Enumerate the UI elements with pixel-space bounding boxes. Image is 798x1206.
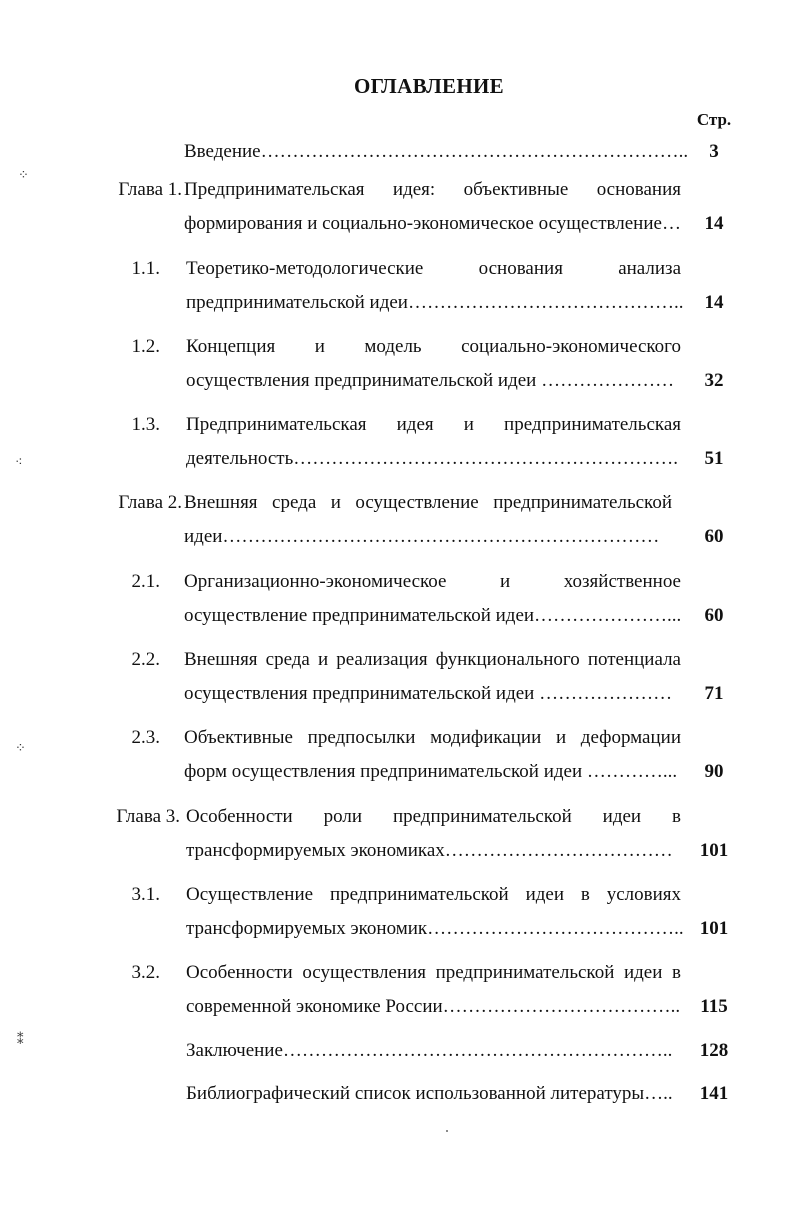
- toc-entry-title-line: идеи……………………………………………………………: [184, 526, 660, 547]
- toc-entry-page: 14: [704, 213, 724, 234]
- toc-entry-title-line: Осуществление предпринимательской идеи в условиях: [186, 884, 681, 905]
- toc-entry-title-line: Концепция и модель социально-экономического: [186, 336, 681, 357]
- toc-entry-title-line: предпринимательской идеи……………………………………..: [186, 292, 684, 313]
- toc-entry-title-line: Предпринимательская идея и предпринимательская: [186, 414, 681, 435]
- toc-entry-title-line: деятельность…………………………………………………….: [186, 448, 679, 469]
- toc-entry-title-line: Особенности осуществления предпринимательской идеи в: [186, 962, 681, 983]
- toc-entry-label: 1.3.: [131, 414, 160, 435]
- toc-entry-page: 51: [704, 448, 724, 469]
- toc-entry-page: 14: [704, 292, 724, 313]
- toc-entry-page: 60: [704, 526, 724, 547]
- toc-entry-page: 3: [709, 141, 719, 162]
- toc-entry-label: 1.2.: [131, 336, 160, 357]
- toc-entry-title-line: Введение…………………………………………………………..: [184, 141, 689, 162]
- page-column-header: Стр.: [696, 110, 732, 129]
- toc-entry-label: Глава 2.: [118, 492, 182, 513]
- toc-entry-title-line: Внешняя среда и реализация функционального потенциала: [184, 649, 681, 670]
- toc-entry-title-line: Внешняя среда и осуществление предпринимательской: [184, 492, 672, 513]
- scan-artifact: ⁘: [15, 740, 26, 755]
- toc-entry-title-line: Организационно-экономическое и хозяйственное: [184, 571, 681, 592]
- toc-entry-title-line: Предпринимательская идея: объективные основания: [184, 179, 681, 200]
- scan-artifact: [446, 1130, 448, 1132]
- toc-entry-title-line: осуществления предпринимательской идеи …………………: [184, 683, 673, 704]
- toc-entry-title-line: формирования и социально-экономическое осуществление…: [184, 213, 681, 234]
- toc-entry-title-line: осуществления предпринимательской идеи …………………: [186, 370, 675, 391]
- scan-artifact: ⁘: [18, 167, 29, 182]
- toc-entry-label: 3.1.: [131, 884, 160, 905]
- toc-entry-page: 101: [699, 918, 729, 939]
- toc-entry-title-line: форм осуществления предпринимательской идеи …………...: [184, 761, 678, 782]
- toc-entry-page: 115: [700, 996, 728, 1017]
- toc-entry-title-line: осуществление предпринимательской идеи…………………...: [184, 605, 682, 626]
- toc-entry-page: 90: [704, 761, 724, 782]
- toc-entry-title-line: Объективные предпосылки модификации и деформации: [184, 727, 681, 748]
- toc-entry-label: 2.1.: [131, 571, 160, 592]
- page-title: ОГЛАВЛЕНИЕ: [354, 74, 504, 98]
- scan-artifact: ⁖: [15, 454, 23, 469]
- toc-entry-page: 141: [699, 1083, 729, 1104]
- toc-entry-label: Глава 1.: [118, 179, 182, 200]
- toc-entry-page: 71: [704, 683, 724, 704]
- toc-entry-page: 128: [699, 1040, 729, 1061]
- toc-entry-label: 1.1.: [131, 258, 160, 279]
- toc-entry-page: 101: [699, 840, 729, 861]
- toc-entry-title-line: Заключение……………………………………………………..: [186, 1040, 673, 1061]
- toc-entry-title-line: трансформируемых экономик…………………………………..: [186, 918, 684, 939]
- toc-entry-label: Глава 3.: [116, 806, 180, 827]
- toc-entry-title-line: Теоретико-методологические основания анализа: [186, 258, 681, 279]
- toc-entry-label: 2.3.: [131, 727, 160, 748]
- toc-entry-title-line: современной экономике России………………………………..: [186, 996, 681, 1017]
- toc-entry-title-line: трансформируемых экономиках………………………………: [186, 840, 673, 861]
- scan-artifact: ⁑: [17, 1032, 24, 1047]
- toc-entry-title-line: Библиографический список использованной литературы…..: [186, 1083, 673, 1104]
- toc-entry-title-line: Особенности роли предпринимательской идеи в: [186, 806, 681, 827]
- toc-entry-label: 2.2.: [131, 649, 160, 670]
- toc-entry-page: 60: [704, 605, 724, 626]
- toc-entry-label: 3.2.: [131, 962, 160, 983]
- toc-entry-page: 32: [704, 370, 724, 391]
